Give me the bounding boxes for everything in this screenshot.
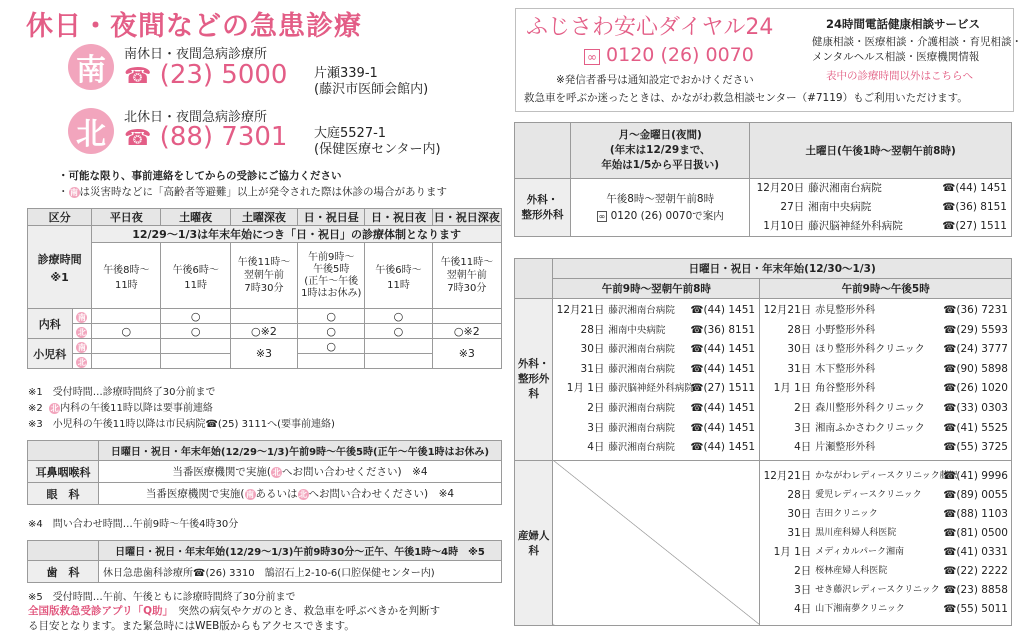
row-label-naika: 内科 [28, 309, 73, 339]
north-mark-icon: 北 [77, 357, 86, 367]
phone-icon: ☎ [124, 64, 152, 89]
footnote-1: ※1 受付時間…診療時間終了30分前まで [28, 387, 216, 398]
north-mark-icon: 北 [77, 327, 86, 337]
list-item [763, 438, 1008, 458]
holiday-surgery-right [760, 299, 1012, 461]
list-item-date: 3日 [587, 421, 605, 434]
list-item-date: 12月20日 [756, 182, 805, 194]
footnote-4: ※4 問い合わせ時間…午前9時～午後4時30分 [28, 519, 239, 530]
eye-label: 眼 科 [28, 483, 99, 505]
south-phone-number: (23) 5000 [159, 60, 288, 90]
list-item-phone: ☎(36) 7231 [943, 304, 1008, 316]
holiday-table [514, 258, 1012, 626]
south-address-line2: (藤沢市医師会館内) [314, 82, 429, 97]
list-item [556, 419, 756, 439]
list-item [763, 301, 1008, 321]
schedule-table [27, 208, 502, 369]
list-item-phone: ☎(23) 8858 [943, 583, 1008, 596]
available-mark: ○ [298, 309, 365, 324]
list-item-name: 赤見整形外科 [815, 305, 876, 316]
row-label-hours: 診療時間 ※1 [28, 226, 92, 309]
north-mark-icon: 北 [50, 404, 59, 413]
col-header: 土曜深夜 [230, 209, 297, 226]
list-item [556, 438, 756, 458]
list-item-phone: ☎(24) 3777 [943, 343, 1008, 356]
available-mark: ○ [365, 324, 432, 339]
service-list: 健康相談・医療相談・介護相談・育児相談・ メンタルヘルス相談・医療機関情報 [812, 36, 1022, 63]
list-item-name: 湘南ふかさわクリニック [815, 422, 925, 434]
list-item-name: 藤沢湘南台病院 [608, 344, 675, 356]
service-link[interactable]: 表中の診療時間以外はこちらへ [826, 70, 973, 82]
list-item-date: 4日 [794, 602, 812, 615]
footnote-3: ※3 小児科の午後11時以降は市民病院☎(25) 3111へ(要事前連絡) [28, 419, 335, 430]
south-badge: 南 [68, 44, 114, 90]
list-item-name: 山下湘南夢クリニック [815, 603, 905, 614]
list-item-phone: ☎(44) 1451 [690, 304, 756, 316]
dial-phone: ∞ 0120 (26) 0070 [584, 44, 754, 66]
list-item-phone: ☎(27) 1511 [942, 220, 1007, 232]
weekday-cell: 午後8時～翌朝午前8時 ∞ 0120 (26) 0070で案内 [571, 179, 750, 237]
surgery-label: 外科・ 整形外科 [515, 299, 553, 461]
north-mark-icon: 北 [272, 468, 281, 477]
list-item [763, 486, 1008, 505]
south-clinic-name: 南休日・夜間急病診療所 [124, 47, 268, 62]
col-header: 日・祝日夜 [365, 209, 432, 226]
list-item-date: 4日 [587, 441, 605, 454]
list-item-name: 小野整形外科 [815, 324, 876, 336]
holiday-obgyn-right [760, 460, 1012, 625]
south-address-line1: 片瀬339-1 [314, 66, 378, 81]
list-item-date: 31日 [787, 362, 812, 375]
list-item-date: 28日 [787, 488, 812, 501]
list-item-date: 12月21日 [763, 469, 812, 482]
available-mark-note: ○※2 [432, 324, 501, 339]
list-item-name: 片瀬整形外科 [815, 442, 876, 454]
list-item-phone: ☎(27) 1511 [690, 382, 756, 395]
list-item-phone: ☎(36) 8151 [690, 323, 756, 336]
list-item-name: 藤沢湘南台病院 [608, 363, 675, 375]
col-header: 土曜夜 [161, 209, 230, 226]
list-item [754, 198, 1007, 217]
dial-footer: 救急車を呼ぶか迷ったときは、かながわ救急相談センター（#7119）もご利用いただけます。 [524, 92, 968, 104]
col-header: 日・祝日昼 [298, 209, 365, 226]
list-item [556, 379, 756, 399]
list-item-date: 1月10日 [763, 220, 805, 232]
list-item-name: 藤沢湘南台病院 [608, 402, 675, 414]
south-mark-icon: 南 [77, 312, 86, 322]
south-mark-icon: 南 [246, 490, 255, 499]
list-item-phone: ☎(26) 1020 [943, 382, 1008, 395]
list-item-phone: ☎(44) 1451 [690, 401, 756, 414]
list-item-date: 2日 [794, 401, 812, 414]
north-phone-number: (88) 7301 [159, 122, 288, 152]
list-item-name: メディカルパーク湘南 [815, 546, 904, 557]
list-item-phone: ☎(90) 5898 [943, 362, 1008, 375]
phone-icon: ☎ [124, 126, 152, 151]
time-cell: 午後11時～ 翌朝午前 7時30分 [432, 243, 501, 309]
north-address-line2: (保健医療センター内) [314, 142, 441, 157]
list-item [763, 505, 1008, 524]
list-item-phone: ☎(44) 1451 [690, 343, 756, 356]
weekday-table [514, 122, 1012, 237]
list-item [556, 340, 756, 360]
time-cell: 午後8時～ 11時 [92, 243, 161, 309]
time-cell: 午前9時～ 午後5時 (正午～午後 1時はお休み) [298, 243, 365, 309]
list-item-name: せき藤沢レディースクリニック [815, 584, 940, 595]
list-item-date: 30日 [580, 343, 605, 356]
list-item-phone: ☎(88) 1103 [943, 507, 1008, 520]
south-mark-icon: 南 [77, 342, 86, 352]
list-item-name: 木下整形外科 [815, 363, 876, 375]
dial-note: ※発信者番号は通知設定でおかけください [556, 74, 754, 86]
dental-table [27, 540, 502, 583]
list-item-phone: ☎(29) 5593 [943, 323, 1008, 336]
south-mark-icon: 南 [70, 188, 78, 197]
note-mark: ※3 [230, 339, 297, 369]
footnote-5: ※5 受付時間…午前、午後ともに診療時間終了30分前まで [28, 592, 296, 603]
south-phone [124, 60, 287, 90]
eye-text: 当番医療機関で実施( 南 あるいは 北 へお問い合わせください) ※4 [99, 483, 502, 505]
list-item [754, 179, 1007, 198]
col-header: 区分 [28, 209, 92, 226]
dial-title: ふじさわ安心ダイヤル24 [526, 15, 774, 40]
list-item-name: ほり整形外科クリニック [815, 344, 925, 356]
list-item-phone: ☎(41) 5525 [943, 421, 1008, 434]
list-item-name: 藤沢湘南台病院 [608, 305, 675, 316]
row-label-shonika: 小児科 [28, 339, 73, 369]
north-clinic-name: 北休日・夜間急病診療所 [124, 110, 268, 125]
list-item-date: 1月 1日 [566, 382, 605, 395]
north-address-line1: 大庭5527-1 [314, 126, 387, 141]
list-item [763, 581, 1008, 600]
list-item-phone: ☎(41) 0331 [943, 545, 1008, 558]
list-item [556, 399, 756, 419]
time-cell: 午後6時～ 11時 [365, 243, 432, 309]
list-item [763, 321, 1008, 341]
available-mark: ○ [298, 324, 365, 339]
list-item-name: 黒川産科婦人科医院 [815, 527, 897, 538]
list-item-name: かながわレディースクリニック藤沢 [815, 470, 958, 481]
free-dial-icon: ∞ [584, 49, 600, 65]
list-item-name: 吉田クリニック [815, 508, 878, 519]
list-item-phone: ☎(22) 2222 [943, 564, 1008, 577]
available-mark: ○ [365, 309, 432, 324]
north-mark-icon: 北 [299, 490, 308, 499]
list-item [763, 467, 1008, 486]
list-item-date: 31日 [580, 362, 605, 375]
list-item-name: 角谷整形外科 [815, 383, 876, 395]
list-item-date: 2日 [587, 401, 605, 414]
list-item-name: 湘南中央病院 [808, 201, 872, 213]
surgery-label: 外科・ 整形外科 [515, 179, 571, 237]
list-item-date: 30日 [787, 343, 812, 356]
no-service-cell [553, 460, 760, 625]
list-item [556, 360, 756, 380]
list-item-name: 森川整形外科クリニック [815, 402, 925, 414]
list-item-phone: ☎(55) 5011 [943, 602, 1008, 615]
list-item-phone: ☎(44) 1451 [942, 182, 1007, 194]
time-cell: 午後6時～ 11時 [161, 243, 230, 309]
list-item-name: 藤沢湘南台病院 [808, 182, 882, 194]
time-cell: 午後11時～ 翌朝午前 7時30分 [230, 243, 297, 309]
list-item-date: 1月 1日 [773, 545, 812, 558]
list-item-phone: ☎(41) 9996 [943, 469, 1008, 482]
saturday-cell [750, 179, 1012, 237]
col-header: 平日夜 [92, 209, 161, 226]
list-item-date: 2日 [794, 564, 812, 577]
list-item-name: 桜林産婦人科医院 [815, 565, 888, 576]
list-item [763, 562, 1008, 581]
list-item-phone: ☎(55) 3725 [943, 441, 1008, 454]
dental-label: 歯 科 [28, 561, 99, 583]
ent-label: 耳鼻咽喉科 [28, 461, 99, 483]
list-item [763, 399, 1008, 419]
app-note: 全国版救急受診アプリ「Q助」 突然の病気やケガのとき、救急車を呼ぶべきかを判断す る目安となります。また緊急時にはWEB版からもアクセスできます。 [28, 605, 441, 632]
note-contact: ・可能な限り、事前連絡をしてからの受診にご協力ください [58, 170, 342, 182]
list-item-name: 愛児レディースクリニック [815, 489, 922, 500]
list-item-date: 12月21日 [556, 304, 605, 316]
ent-header: 日曜日・祝日・年末年始(12/29～1/3)午前9時～午後5時(正午～午後1時はお休み) [99, 441, 502, 461]
list-item-phone: ☎(36) 8151 [942, 201, 1007, 213]
list-item-name: 藤沢湘南台病院 [608, 422, 675, 434]
list-item [763, 379, 1008, 399]
list-item-name: 藤沢脳神経外科病院 [808, 220, 903, 232]
available-mark-note: ○※2 [230, 324, 297, 339]
list-item-date: 3日 [794, 421, 812, 434]
app-link[interactable]: 全国版救急受診アプリ「Q助」 [28, 605, 168, 617]
list-item-date: 28日 [580, 323, 605, 336]
list-item-name: 藤沢脳神経外科病院 [608, 383, 694, 395]
list-item [763, 360, 1008, 380]
footnote-2: ※2 北 内科の午後11時以降は要事前連絡 [28, 403, 213, 414]
ent-eye-table [27, 440, 502, 505]
list-item-date: 30日 [787, 507, 812, 520]
available-mark: ○ [298, 339, 365, 354]
holiday-col2: 午前9時～午後5時 [760, 279, 1012, 299]
dental-header: 日曜日・祝日・年末年始(12/29～1/3)午前9時30分～正午、午後1時～4時 ※5 [99, 541, 502, 561]
list-item-phone: ☎(44) 1451 [690, 441, 756, 454]
holiday-col1: 午前9時～翌朝午前8時 [553, 279, 760, 299]
list-item-phone: ☎(33) 0303 [943, 401, 1008, 414]
page-title: 休日・夜間などの急患診療 [26, 11, 362, 42]
south-address [314, 66, 428, 98]
saturday-header: 土曜日(午後1時～翌朝午前8時) [750, 123, 1012, 179]
obgyn-label: 産婦人科 [515, 460, 553, 625]
north-phone [124, 122, 287, 152]
list-item-date: 1月 1日 [773, 382, 812, 395]
list-item-date: 12月21日 [763, 304, 812, 316]
list-item [556, 301, 756, 321]
list-item [763, 543, 1008, 562]
list-item [556, 321, 756, 341]
list-item [763, 419, 1008, 439]
free-dial-icon: ∞ [598, 211, 606, 221]
holiday-header: 日曜日・祝日・年末年始(12/30～1/3) [553, 259, 1012, 279]
available-mark: ○ [92, 324, 161, 339]
list-item-phone: ☎(89) 0055 [943, 488, 1008, 501]
list-item-date: 4日 [794, 441, 812, 454]
note-disaster: ・ 南 は災害時などに「高齢者等避難」以上が発令された際は休診の場合があります [58, 186, 447, 198]
list-item-date: 28日 [787, 323, 812, 336]
ent-text: 当番医療機関で実施( 北 へお問い合わせください) ※4 [99, 461, 502, 483]
list-item [763, 600, 1008, 619]
list-item-phone: ☎(44) 1451 [690, 362, 756, 375]
new-year-banner: 12/29～1/3は年末年始につき「日・祝日」の診療体制となります [92, 226, 502, 243]
col-header: 日・祝日深夜 [432, 209, 501, 226]
list-item [763, 340, 1008, 360]
service-title: 24時間電話健康相談サービス [826, 17, 981, 31]
dental-text: 休日急患歯科診療所☎(26) 3310 鵠沼石上2-10-6(口腔保健センター内) [99, 561, 502, 583]
list-item [763, 524, 1008, 543]
list-item-phone: ☎(81) 0500 [943, 526, 1008, 539]
list-item-date: 3日 [794, 583, 812, 596]
note-mark: ※3 [432, 339, 501, 369]
list-item-date: 31日 [787, 526, 812, 539]
holiday-surgery-left [553, 299, 760, 461]
list-item [754, 217, 1007, 236]
list-item-date: 27日 [780, 201, 805, 213]
list-item-phone: ☎(44) 1451 [690, 421, 756, 434]
north-address [314, 126, 441, 158]
available-mark: ○ [161, 324, 230, 339]
list-item-name: 藤沢湘南台病院 [608, 442, 675, 454]
north-badge: 北 [68, 108, 114, 154]
list-item-name: 湘南中央病院 [608, 324, 666, 336]
weekday-header: 月～金曜日(夜間) (年末は12/29まで、 年始は1/5から平日扱い) [571, 123, 750, 179]
available-mark: ○ [161, 309, 230, 324]
